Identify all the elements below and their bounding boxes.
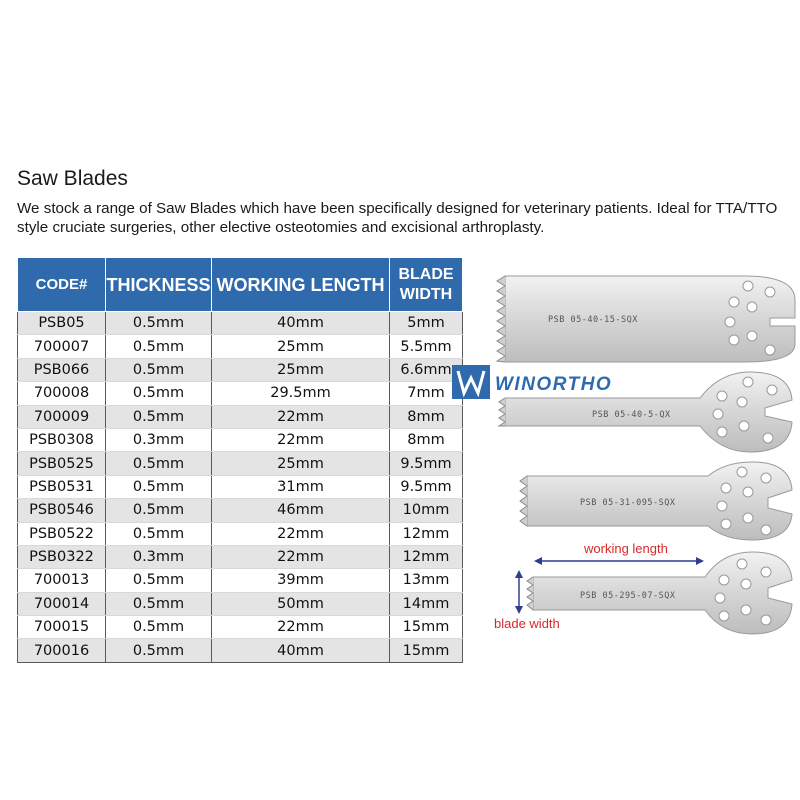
cell-code: PSB0531 bbox=[18, 475, 106, 498]
cell-code: 700007 bbox=[18, 335, 106, 358]
saw-blade-1 bbox=[497, 276, 795, 362]
cell-code: PSB05 bbox=[18, 312, 106, 335]
blade-label-2: PSB 05-40-5-QX bbox=[592, 410, 671, 420]
cell-blade-width: 15mm bbox=[390, 639, 463, 662]
cell-thickness: 0.5mm bbox=[106, 639, 212, 662]
blade-label-3: PSB 05-31-095-SQX bbox=[580, 498, 676, 508]
blade-label-1: PSB 05-40-15-SQX bbox=[548, 315, 638, 325]
saw-blade-4 bbox=[527, 552, 792, 634]
cell-working-length: 25mm bbox=[212, 358, 390, 381]
blade-label-4: PSB 05-295-07-SQX bbox=[580, 591, 676, 601]
cell-blade-width: 5.5mm bbox=[390, 335, 463, 358]
arrow-up-icon bbox=[515, 570, 523, 578]
cell-code: 700013 bbox=[18, 569, 106, 592]
cell-thickness: 0.3mm bbox=[106, 428, 212, 451]
cell-blade-width: 7mm bbox=[390, 382, 463, 405]
cell-thickness: 0.3mm bbox=[106, 545, 212, 568]
cell-blade-width: 6.6mm bbox=[390, 358, 463, 381]
cell-thickness: 0.5mm bbox=[106, 569, 212, 592]
cell-working-length: 22mm bbox=[212, 522, 390, 545]
working-length-annotation bbox=[534, 541, 704, 565]
cell-thickness: 0.5mm bbox=[106, 452, 212, 475]
cell-blade-width: 9.5mm bbox=[390, 475, 463, 498]
winortho-logo bbox=[452, 365, 612, 399]
cell-working-length: 39mm bbox=[212, 569, 390, 592]
arrow-down-icon bbox=[515, 606, 523, 614]
cell-blade-width: 5mm bbox=[390, 312, 463, 335]
cell-thickness: 0.5mm bbox=[106, 475, 212, 498]
cell-thickness: 0.5mm bbox=[106, 335, 212, 358]
header-blade-width-line2: WIDTH bbox=[399, 285, 453, 303]
cell-code: PSB0522 bbox=[18, 522, 106, 545]
page-title: Saw Blades bbox=[17, 167, 128, 190]
page-description: We stock a range of Saw Blades which have been specifically designed for veterinary patients. Ideal for TTA/TTO style cruciate surgeries, other elective osteotomies and excisional arthroplasty. bbox=[17, 200, 778, 236]
cell-working-length: 25mm bbox=[212, 335, 390, 358]
cell-code: 700008 bbox=[18, 382, 106, 405]
cell-code: 700014 bbox=[18, 592, 106, 615]
cell-code: PSB066 bbox=[18, 358, 106, 381]
cell-blade-width: 12mm bbox=[390, 522, 463, 545]
cell-thickness: 0.5mm bbox=[106, 592, 212, 615]
cell-working-length: 25mm bbox=[212, 452, 390, 475]
cell-blade-width: 8mm bbox=[390, 405, 463, 428]
cell-code: PSB0308 bbox=[18, 428, 106, 451]
cell-thickness: 0.5mm bbox=[106, 616, 212, 639]
cell-working-length: 22mm bbox=[212, 405, 390, 428]
cell-code: PSB0546 bbox=[18, 499, 106, 522]
cell-thickness: 0.5mm bbox=[106, 382, 212, 405]
cell-blade-width: 15mm bbox=[390, 616, 463, 639]
cell-blade-width: 14mm bbox=[390, 592, 463, 615]
arrow-left-icon bbox=[534, 557, 542, 565]
working-length-label: working length bbox=[584, 541, 668, 556]
cell-thickness: 0.5mm bbox=[106, 405, 212, 428]
cell-thickness: 0.5mm bbox=[106, 499, 212, 522]
cell-working-length: 22mm bbox=[212, 545, 390, 568]
header-working-length: WORKING LENGTH bbox=[212, 258, 390, 312]
cell-thickness: 0.5mm bbox=[106, 522, 212, 545]
cell-blade-width: 9.5mm bbox=[390, 452, 463, 475]
blade-width-label: blade width bbox=[494, 616, 560, 631]
cell-blade-width: 10mm bbox=[390, 499, 463, 522]
header-code: CODE# bbox=[18, 258, 106, 312]
cell-working-length: 22mm bbox=[212, 616, 390, 639]
cell-working-length: 46mm bbox=[212, 499, 390, 522]
cell-working-length: 29.5mm bbox=[212, 382, 390, 405]
cell-code: 700015 bbox=[18, 616, 106, 639]
header-blade-width-line1: BLADE bbox=[398, 265, 454, 283]
cell-working-length: 31mm bbox=[212, 475, 390, 498]
cell-code: PSB0322 bbox=[18, 545, 106, 568]
cell-code: PSB0525 bbox=[18, 452, 106, 475]
cell-blade-width: 12mm bbox=[390, 545, 463, 568]
cell-working-length: 22mm bbox=[212, 428, 390, 451]
cell-working-length: 50mm bbox=[212, 592, 390, 615]
cell-thickness: 0.5mm bbox=[106, 312, 212, 335]
cell-blade-width: 13mm bbox=[390, 569, 463, 592]
cell-working-length: 40mm bbox=[212, 312, 390, 335]
cell-code: 700016 bbox=[18, 639, 106, 662]
cell-code: 700009 bbox=[18, 405, 106, 428]
saw-blade-3 bbox=[520, 462, 792, 540]
header-thickness: THICKNESS bbox=[106, 258, 212, 312]
logo-text: WINORTHO bbox=[495, 374, 613, 395]
cell-working-length: 40mm bbox=[212, 639, 390, 662]
cell-thickness: 0.5mm bbox=[106, 358, 212, 381]
arrow-right-icon bbox=[696, 557, 704, 565]
cell-blade-width: 8mm bbox=[390, 428, 463, 451]
